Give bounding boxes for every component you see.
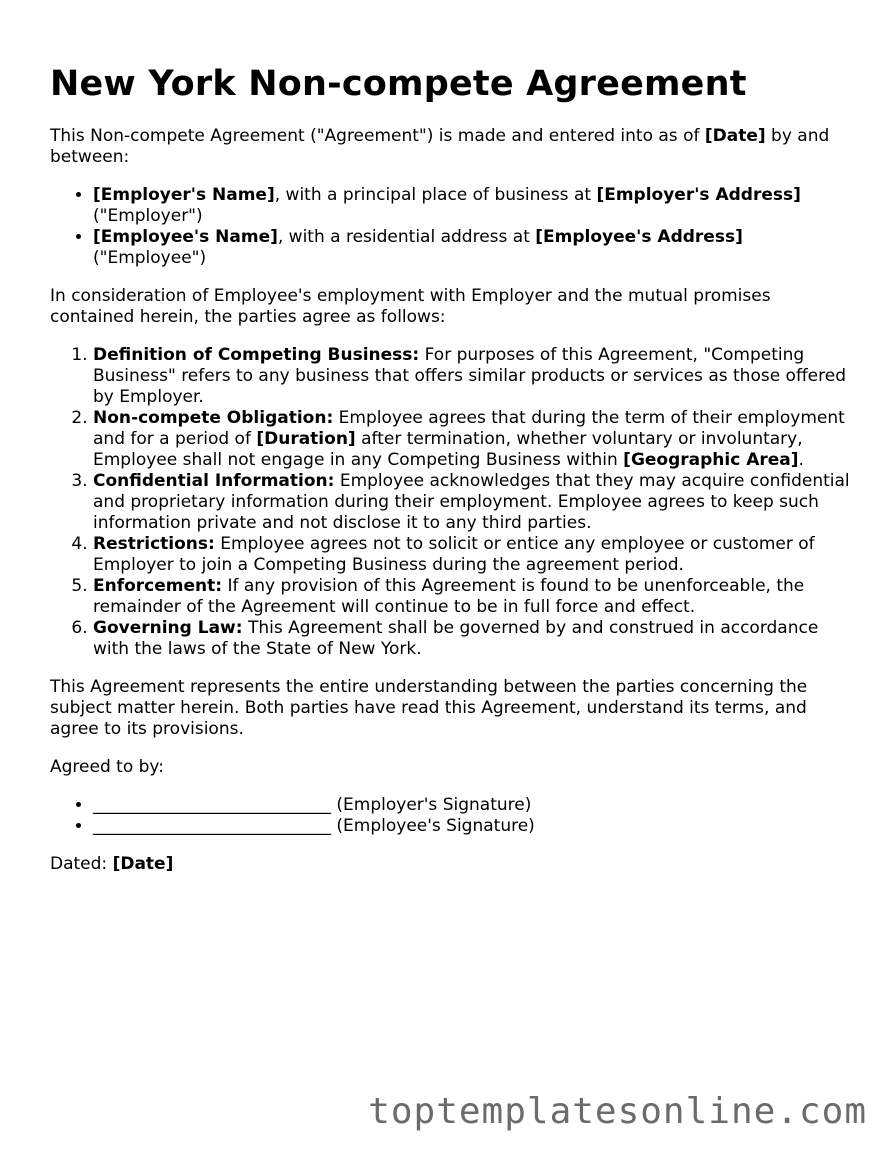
duration-placeholder: [Duration] bbox=[256, 429, 356, 449]
signature-label: (Employee's Signature) bbox=[331, 816, 535, 836]
clause-confidential-information bbox=[93, 471, 850, 534]
dated-placeholder: [Date] bbox=[112, 854, 174, 874]
employee-address-placeholder: [Employee's Address] bbox=[535, 227, 743, 247]
list-item bbox=[93, 185, 850, 227]
clause-heading: Governing Law: bbox=[93, 618, 243, 638]
party-role: ("Employer") bbox=[93, 206, 203, 226]
clause-heading: Non-compete Obligation: bbox=[93, 408, 334, 428]
signature-employer bbox=[93, 795, 850, 816]
intro-text: This Non-compete Agreement ("Agreement") is made and entered into as of bbox=[50, 126, 705, 146]
intro-text-end: by and between: bbox=[50, 126, 830, 167]
document-title: New York Non-compete Agreement bbox=[50, 64, 747, 104]
dated-line bbox=[50, 854, 850, 875]
entire-agreement-paragraph: This Agreement represents the entire understanding between the parties concerning the subject matter herein. Both parties have read this Agreement, understand its terms, and agree to its provisions. bbox=[50, 677, 808, 739]
clauses-list bbox=[50, 345, 850, 660]
clause-text: . bbox=[798, 450, 804, 470]
signatures-list bbox=[50, 795, 850, 837]
agreed-label: Agreed to by: bbox=[50, 757, 164, 777]
signature-line: ____________________________ bbox=[93, 816, 331, 836]
intro-paragraph bbox=[50, 126, 850, 168]
clause-text: For purposes of this Agreement, "Competing Business" refers to any business that offers similar products or services as those offered by Employer. bbox=[93, 345, 846, 407]
clause-text: If any provision of this Agreement is found to be unenforceable, the remainder of the Agreement will continue to be in full force and effect. bbox=[93, 576, 805, 617]
clause-heading: Confidential Information: bbox=[93, 471, 335, 491]
parties-list bbox=[50, 185, 850, 269]
list-item bbox=[93, 227, 850, 269]
signature-employee bbox=[93, 816, 850, 837]
clause-enforcement bbox=[93, 576, 850, 618]
clause-text: Employee agrees that during the term of their employment and for a period of bbox=[93, 408, 845, 449]
clause-text: This Agreement shall be governed by and construed in accordance with the laws of the State of New York. bbox=[93, 618, 819, 659]
clause-competing-business bbox=[93, 345, 850, 408]
party-role: ("Employee") bbox=[93, 248, 207, 268]
clause-text: Employee agrees not to solicit or entice any employee or customer of Employer to join a Competing Business during the agreement period. bbox=[93, 534, 815, 575]
employer-name-placeholder: [Employer's Name] bbox=[93, 185, 275, 205]
clause-text: after termination, whether voluntary or involuntary, Employee shall not engage in any Competing Business within bbox=[93, 429, 803, 470]
clause-heading: Restrictions: bbox=[93, 534, 215, 554]
clause-heading: Enforcement: bbox=[93, 576, 223, 596]
consideration-paragraph: In consideration of Employee's employment with Employer and the mutual promises contained herein, the parties agree as follows: bbox=[50, 286, 771, 327]
party-text: , with a residential address at bbox=[277, 227, 536, 247]
geographic-area-placeholder: [Geographic Area] bbox=[623, 450, 799, 470]
clause-governing-law bbox=[93, 618, 850, 660]
dated-label: Dated: bbox=[50, 854, 113, 874]
signature-label: (Employer's Signature) bbox=[331, 795, 532, 815]
employer-address-placeholder: [Employer's Address] bbox=[596, 185, 801, 205]
signature-line: ____________________________ bbox=[93, 795, 331, 815]
document-page bbox=[50, 58, 850, 892]
employee-name-placeholder: [Employee's Name] bbox=[93, 227, 278, 247]
clause-heading: Definition of Competing Business: bbox=[93, 345, 420, 365]
clause-text: Employee acknowledges that they may acquire confidential and proprietary information during their employment. Employee agrees to keep such information private and not disclose it to any third parties. bbox=[93, 471, 850, 533]
intro-date-placeholder: [Date] bbox=[704, 126, 766, 146]
site-watermark: toptemplatesonline.com bbox=[368, 1091, 867, 1132]
party-text: , with a principal place of business at bbox=[274, 185, 597, 205]
clause-non-compete-obligation bbox=[93, 408, 850, 471]
clause-restrictions bbox=[93, 534, 850, 576]
